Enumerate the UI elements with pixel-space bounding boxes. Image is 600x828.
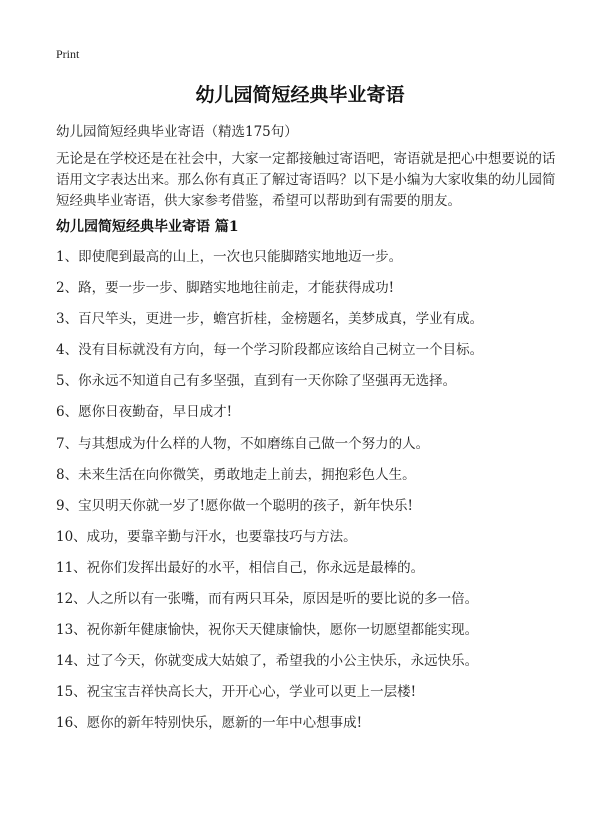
intro-paragraph: 无论是在学校还是在社会中，大家一定都接触过寄语吧，寄语就是把心中想要说的话语用文字表达出来。那么你有真正了解过寄语吗？以下是小编为大家收集的幼儿园简短经典毕业寄语，供大家参考借鉴，希望可以帮助到有需要的朋友。 (56, 151, 556, 209)
list-item: 6、愿你日夜勤奋，早日成才! (56, 404, 233, 421)
section-heading: 幼儿园简短经典毕业寄语 篇1 (56, 219, 239, 235)
list-item: 15、祝宝宝吉祥快高长大，开开心心，学业可以更上一层楼! (56, 684, 417, 701)
list-item: 8、未来生活在向你微笑，勇敢地走上前去，拥抱彩色人生。 (56, 466, 416, 483)
list-item: 10、成功，要靠辛勤与汗水，也要靠技巧与方法。 (56, 528, 357, 545)
document-subtitle: 幼儿园简短经典毕业寄语（精选175句） (56, 124, 298, 140)
list-item: 9、宝贝明天你就一岁了!愿你做一个聪明的孩子，新年快乐! (56, 497, 413, 514)
list-item: 7、与其想成为什么样的人物，不如磨练自己做一个努力的人。 (56, 435, 430, 452)
list-item: 4、没有目标就没有方向，每一个学习阶段都应该给自己树立一个目标。 (56, 342, 484, 359)
list-item: 13、祝你新年健康愉快，祝你天天健康愉快，愿你一切愿望都能实现。 (56, 622, 479, 639)
list-item: 16、愿你的新年特别快乐，愿新的一年中心想事成! (56, 715, 363, 732)
list-item: 5、你永远不知道自己有多坚强，直到有一天你除了坚强再无选择。 (56, 373, 457, 390)
document-title: 幼儿园简短经典毕业寄语 (195, 84, 405, 106)
list-item: 12、人之所以有一张嘴，而有两只耳朵，原因是听的要比说的多一倍。 (56, 591, 479, 608)
list-item: 3、百尺竿头，更进一步，蟾宫折桂，金榜题名，美梦成真，学业有成。 (56, 311, 484, 328)
list-item: 1、即使爬到最高的山上，一次也只能脚踏实地地迈一步。 (56, 249, 403, 265)
list-item: 14、过了今天，你就变成大姑娘了，希望我的小公主快乐，永远快乐。 (56, 653, 479, 670)
quote-list (56, 247, 566, 745)
list-item: 2、路，要一步一步、脚踏实地地往前走，才能获得成功! (56, 280, 395, 297)
print-link[interactable]: Print (56, 47, 80, 61)
list-item: 11、祝你们发挥出最好的水平，相信自己，你永远是最棒的。 (56, 559, 425, 576)
